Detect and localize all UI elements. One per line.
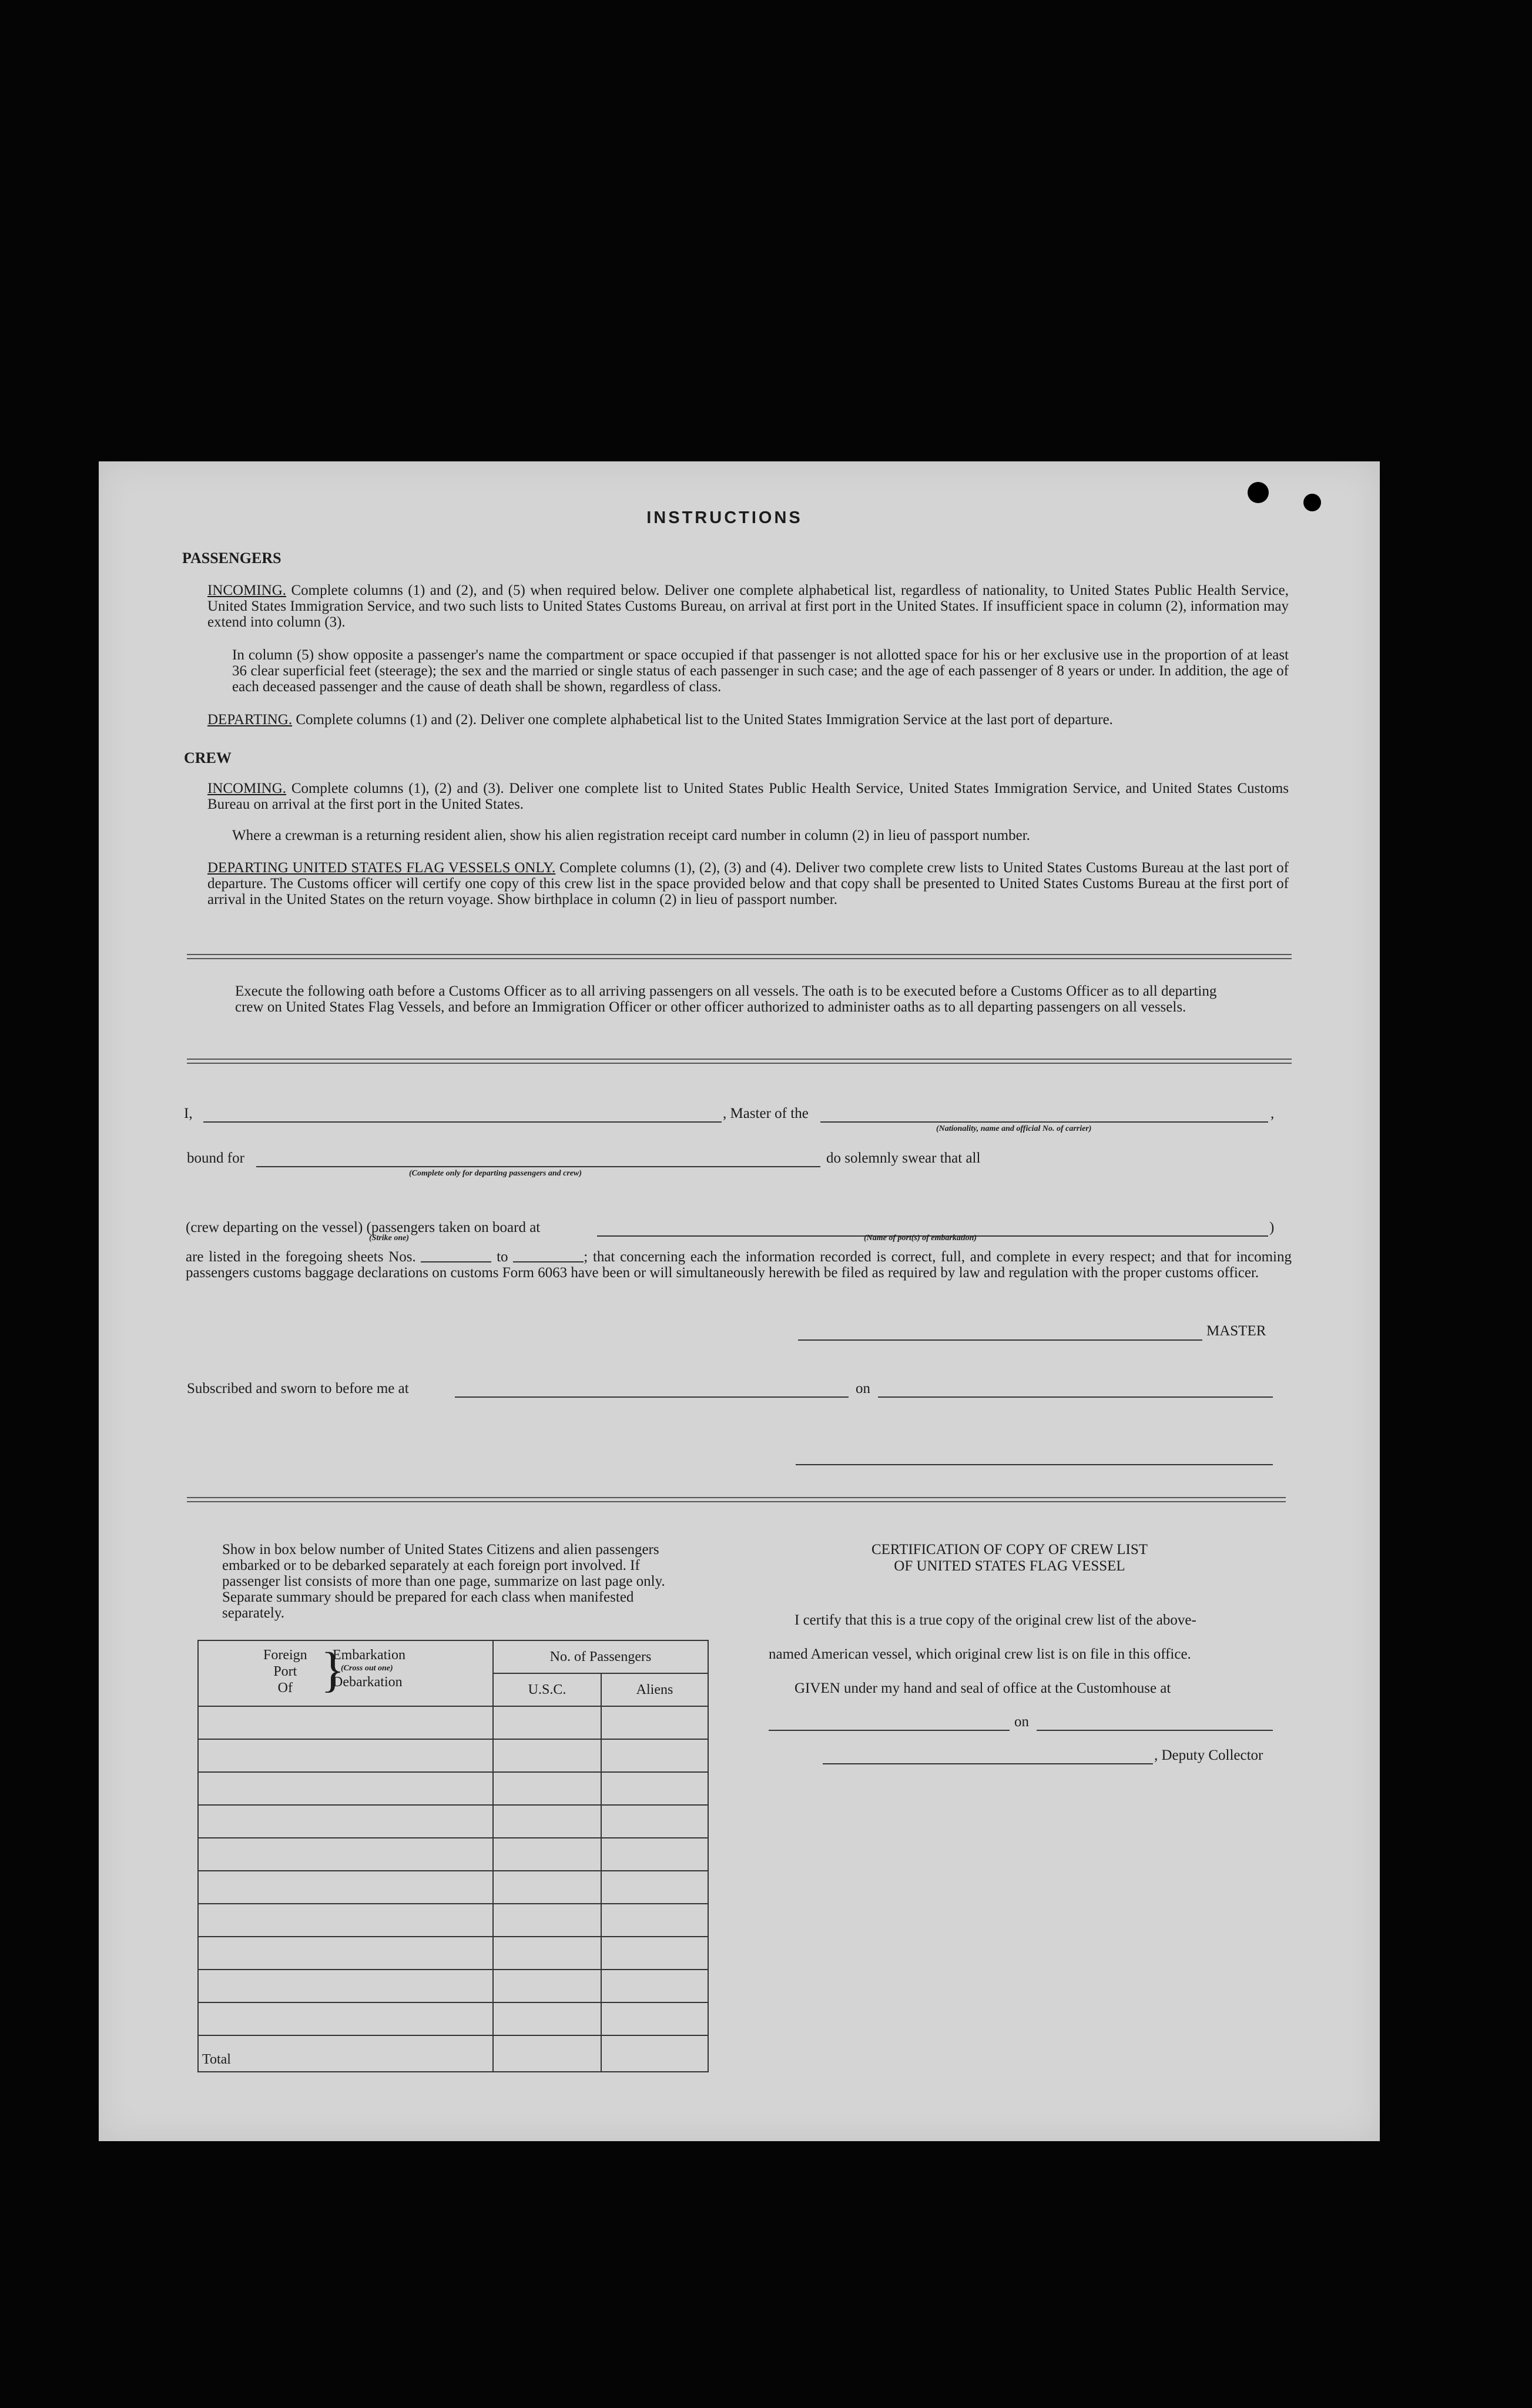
crew-departing-text: Complete columns (1), (2), (3) and (4). Deliver two complete crew lists to United States Customs Bureau at the last port of departure. The Customs officer will certify one copy of this crew list in the space provided below and that copy shall be presented to United States Customs Bureau at the first port of arrival in the United States on the return voyage. Show birthplace in column (2) in lieu of passport number.: [207, 860, 1289, 907]
aliens-cell[interactable]: [601, 1838, 708, 1871]
aliens-cell[interactable]: [601, 1706, 708, 1739]
passengers-heading: PASSENGERS: [182, 550, 281, 567]
foreign-label: Foreign: [263, 1647, 307, 1663]
usc-cell[interactable]: [493, 1706, 601, 1739]
table-row: [198, 2002, 708, 2035]
table-row: [198, 1772, 708, 1805]
port-cell[interactable]: [198, 1805, 493, 1838]
oath-listed-c: and that for incoming passengers customs baggage declarations on customs Form 6063 have been or will simultaneously herewith be filed as required by law and regulation with the proper customs officer.: [186, 1249, 1292, 1281]
table-row: [198, 1706, 708, 1739]
total-label: Total: [198, 2035, 493, 2072]
deputy-collector-label: , Deputy Collector: [1154, 1747, 1263, 1763]
port-header-cell: [198, 1640, 493, 1706]
usc-cell[interactable]: [493, 1805, 601, 1838]
table-header-row: [198, 1640, 708, 1673]
crew-incoming-label: INCOMING.: [207, 781, 287, 796]
aliens-cell[interactable]: [601, 1805, 708, 1838]
usc-cell[interactable]: [493, 1871, 601, 1904]
subscribed-place-field[interactable]: [455, 1396, 849, 1398]
table-row: [198, 1739, 708, 1772]
oath-listed-a: are listed in the foregoing sheets Nos.: [186, 1249, 416, 1265]
table-row: [198, 1805, 708, 1838]
subscribed-on: on: [856, 1381, 870, 1396]
crew-incoming: [207, 781, 1289, 812]
table-row: [198, 1838, 708, 1871]
master-name-field[interactable]: [203, 1121, 722, 1123]
divider: [187, 954, 1292, 959]
passengers-incoming: [207, 582, 1289, 630]
usc-cell[interactable]: [493, 1937, 601, 1970]
crew-departing: [207, 860, 1289, 907]
certification-title-1: CERTIFICATION OF COPY OF CREW LIST: [871, 1542, 1148, 1558]
aliens-cell[interactable]: [601, 1772, 708, 1805]
master-label: MASTER: [1206, 1323, 1266, 1339]
page-title: INSTRUCTIONS: [646, 508, 803, 527]
subscribed-date-field[interactable]: [878, 1396, 1273, 1398]
carrier-field[interactable]: [820, 1121, 1268, 1123]
port-cell[interactable]: [198, 1772, 493, 1805]
deputy-signature-field[interactable]: [823, 1763, 1153, 1764]
table-row: [198, 1871, 708, 1904]
oath-listed: [186, 1249, 1292, 1281]
port-cell[interactable]: [198, 1970, 493, 2002]
usc-total-cell[interactable]: [493, 2035, 601, 2072]
subscribed-text: Subscribed and sworn to before me at: [187, 1381, 409, 1396]
customhouse-field[interactable]: [769, 1730, 1010, 1731]
oath-listed-b: ; that concerning each the information recorded is correct, full, and complete in every respect;: [584, 1249, 1156, 1265]
embarkation-label: Embarkation: [333, 1647, 405, 1663]
passengers-departing: [207, 712, 1289, 728]
of-label: Of: [277, 1680, 293, 1696]
certification-line-1: I certify that this is a true copy of the original crew list of the above-: [795, 1612, 1196, 1628]
port-cell[interactable]: [198, 1739, 493, 1772]
oath-listed-to: to: [497, 1249, 508, 1265]
usc-cell[interactable]: [493, 1970, 601, 2002]
crew-incoming-text: Complete columns (1), (2) and (3). Deliver one complete list to United States Public Health Service, United States Immigration Service, and United States Customs Bureau on arrival at the first port in the United States.: [207, 781, 1289, 812]
passengers-departing-label: DEPARTING.: [207, 712, 293, 728]
certification-line-2: named American vessel, which original crew list is on file in this office.: [769, 1646, 1191, 1662]
total-row: [198, 2035, 708, 2072]
oath-end-comma: ,: [1270, 1106, 1275, 1121]
usc-cell[interactable]: [493, 2002, 601, 2035]
sheet-from-field[interactable]: [421, 1261, 491, 1262]
table-row: [198, 1937, 708, 1970]
table-row: [198, 1904, 708, 1937]
aliens-cell[interactable]: [601, 1739, 708, 1772]
port-cell[interactable]: [198, 1871, 493, 1904]
oath-i: I,: [184, 1106, 193, 1121]
passengers-column5: In column (5) show opposite a passenger's name the compartment or space occupied if that passenger is not allotted space for his or her exclusive use in the proportion of at least 36 clear superficial feet (steerage); the sex and the married or single status of each passenger in such case; and the age of each passenger of 8 years or under. In addition, the age of each deceased passenger and the cause of death shall be shown, regardless of class.: [232, 647, 1289, 695]
port-cell[interactable]: [198, 2002, 493, 2035]
oath-swear: do solemnly swear that all: [826, 1150, 981, 1166]
sheet-to-field[interactable]: [513, 1261, 584, 1262]
aliens-cell[interactable]: [601, 1904, 708, 1937]
certification-title-2: OF UNITED STATES FLAG VESSEL: [894, 1558, 1125, 1574]
table-row: [198, 1970, 708, 2002]
certification-date-field[interactable]: [1037, 1730, 1273, 1731]
oath-master-of: , Master of the: [723, 1106, 809, 1121]
aliens-total-cell[interactable]: [601, 2035, 708, 2072]
port-label: Port: [273, 1664, 297, 1679]
cross-out-note: (Cross out one): [341, 1664, 393, 1673]
passengers-departing-text: Complete columns (1) and (2). Deliver one complete alphabetical list to the United States Immigration Service at the last port of departure.: [296, 712, 1113, 728]
port-cell[interactable]: [198, 1904, 493, 1937]
passengers-incoming-text: Complete columns (1) and (2), and (5) when required below. Deliver one complete alphabetical list, regardless of nationality, to United States Public Health Service, United States Immigration Service, and two such lists to United States Customs Bureau, on arrival at first port in the United States. If insufficient space in column (2), information may extend into column (3).: [207, 582, 1289, 630]
bound-for-field[interactable]: [256, 1166, 820, 1167]
carrier-note: (Nationality, name and official No. of carrier): [936, 1124, 1092, 1133]
usc-cell[interactable]: [493, 1838, 601, 1871]
port-cell[interactable]: [198, 1937, 493, 1970]
strike-one-note: (Strike one): [369, 1234, 410, 1242]
crew-resident: Where a crewman is a returning resident alien, show his alien registration receipt card number in column (2) in lieu of passport number.: [232, 828, 1030, 843]
punch-hole: [1248, 482, 1269, 503]
passengers-incoming-label: INCOMING.: [207, 582, 287, 598]
usc-cell[interactable]: [493, 1739, 601, 1772]
divider: [187, 1497, 1286, 1502]
usc-cell[interactable]: [493, 1772, 601, 1805]
oath-close-paren: ): [1269, 1220, 1275, 1235]
summary-intro: Show in box below number of United States Citizens and alien passengers embarked or to be debarked separately at each foreign port involved. If passenger list consists of more than one page, summarize on last page only. Separate summary should be prepared for each class when manifested separately.: [222, 1542, 665, 1621]
aliens-header: Aliens: [601, 1673, 708, 1706]
divider: [187, 1059, 1292, 1064]
aliens-cell[interactable]: [601, 2002, 708, 2035]
passenger-summary-table: [197, 1640, 709, 2072]
port-cell[interactable]: [198, 1706, 493, 1739]
master-signature-field[interactable]: [798, 1339, 1202, 1341]
aliens-cell[interactable]: [601, 1871, 708, 1904]
crew-heading: CREW: [184, 749, 232, 766]
usc-cell[interactable]: [493, 1904, 601, 1937]
usc-header: U.S.C.: [493, 1673, 601, 1706]
aliens-cell[interactable]: [601, 1937, 708, 1970]
oath-intro: Execute the following oath before a Customs Officer as to all arriving passengers on all vessels. The oath is to be executed before a Customs Officer as to all departing crew on United States Flag Vessels, and before an Immigration Officer or other officer authorized to administer oaths as to all departing passengers on all vessels.: [235, 983, 1217, 1015]
oath-crew-departing: (crew departing on the vessel) (passengers taken on board at: [186, 1220, 541, 1235]
document-page: [99, 461, 1380, 2141]
debarkation-label: Debarkation: [333, 1674, 403, 1690]
ports-note: (Name of port(s) of embarkation): [864, 1234, 977, 1242]
oath-bound-for: bound for: [187, 1150, 244, 1166]
officer-signature-field[interactable]: [796, 1464, 1273, 1465]
no-passengers-header: No. of Passengers: [493, 1640, 708, 1673]
certification-on: on: [1014, 1714, 1029, 1730]
port-cell[interactable]: [198, 1838, 493, 1871]
aliens-cell[interactable]: [601, 1970, 708, 2002]
crew-departing-label: DEPARTING UNITED STATES FLAG VESSELS ONLY.: [207, 860, 556, 876]
brace: }: [321, 1643, 345, 1697]
certification-line-3: GIVEN under my hand and seal of office at the Customhouse at: [795, 1680, 1171, 1696]
bound-note: (Complete only for departing passengers and crew): [409, 1169, 582, 1178]
